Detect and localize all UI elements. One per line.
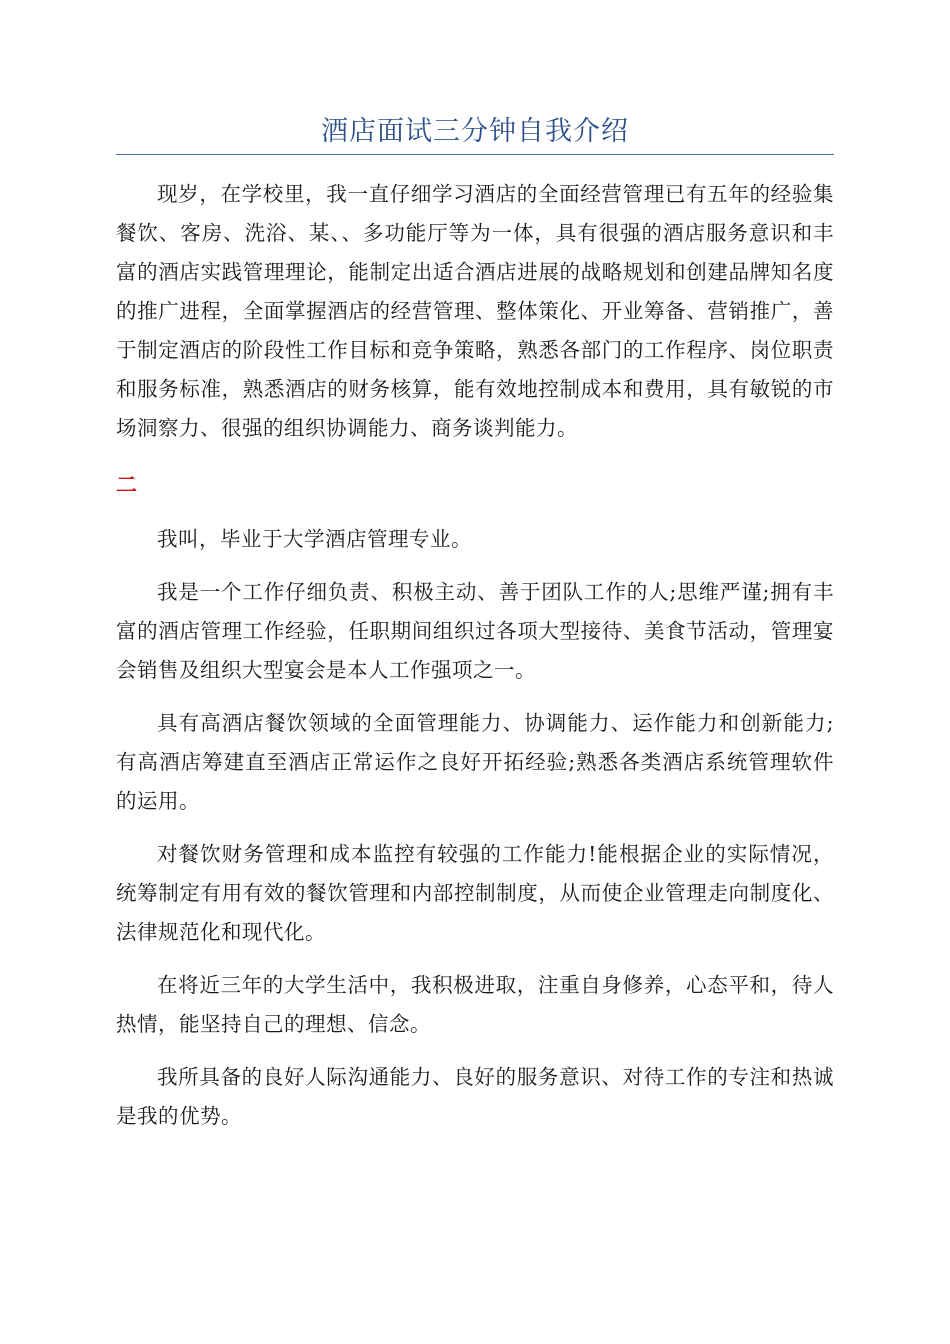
paragraph: 具有高酒店餐饮领域的全面管理能力、协调能力、运作能力和创新能力;有高酒店筹建直至酒店正常运作之良好开拓经验;熟悉各类酒店系统管理软件的运用。	[116, 711, 834, 813]
paragraph: 我所具备的良好人际沟通能力、良好的服务意识、对待工作的专注和热诚是我的优势。	[116, 1065, 834, 1128]
paragraph: 对餐饮财务管理和成本监控有较强的工作能力!能根据企业的实际情况，统筹制定有用有效的餐饮管理和内部控制制度，从而使企业管理走向制度化、法律规范化和现代化。	[116, 842, 834, 944]
paragraph: 现岁，在学校里，我一直仔细学习酒店的全面经营管理已有五年的经验集餐饮、客房、洗浴、某、、多功能厅等为一体，具有很强的酒店服务意识和丰富的酒店实践管理理论，能制定出适合酒店进展的战略规划和创建品牌知名度的推广进程，全面掌握酒店的经营管理、整体策化、开业筹备、营销推广，善于制定酒店的阶段性工作目标和竞争策略，熟悉各部门的工作程序、岗位职责和服务标准，熟悉酒店的财务核算，能有效地控制成本和费用，具有敏锐的市场洞察力、很强的组织协调能力、商务谈判能力。	[116, 182, 834, 440]
document-page	[116, 112, 834, 1150]
section-marker: 二	[116, 472, 137, 497]
paragraph: 我是一个工作仔细负责、积极主动、善于团队工作的人;思维严谨;拥有丰富的酒店管理工作经验，任职期间组织过各项大型接待、美食节活动，管理宴会销售及组织大型宴会是本人工作强项之一。	[116, 580, 834, 682]
paragraph: 在将近三年的大学生活中，我积极进取，注重自身修养，心态平和，待人热情，能坚持自己的理想、信念。	[116, 973, 834, 1036]
section-one	[116, 175, 834, 448]
paragraph: 我叫，毕业于大学酒店管理专业。	[157, 527, 472, 551]
section-two	[116, 520, 834, 1136]
document-title: 酒店面试三分钟自我介绍	[116, 112, 834, 155]
